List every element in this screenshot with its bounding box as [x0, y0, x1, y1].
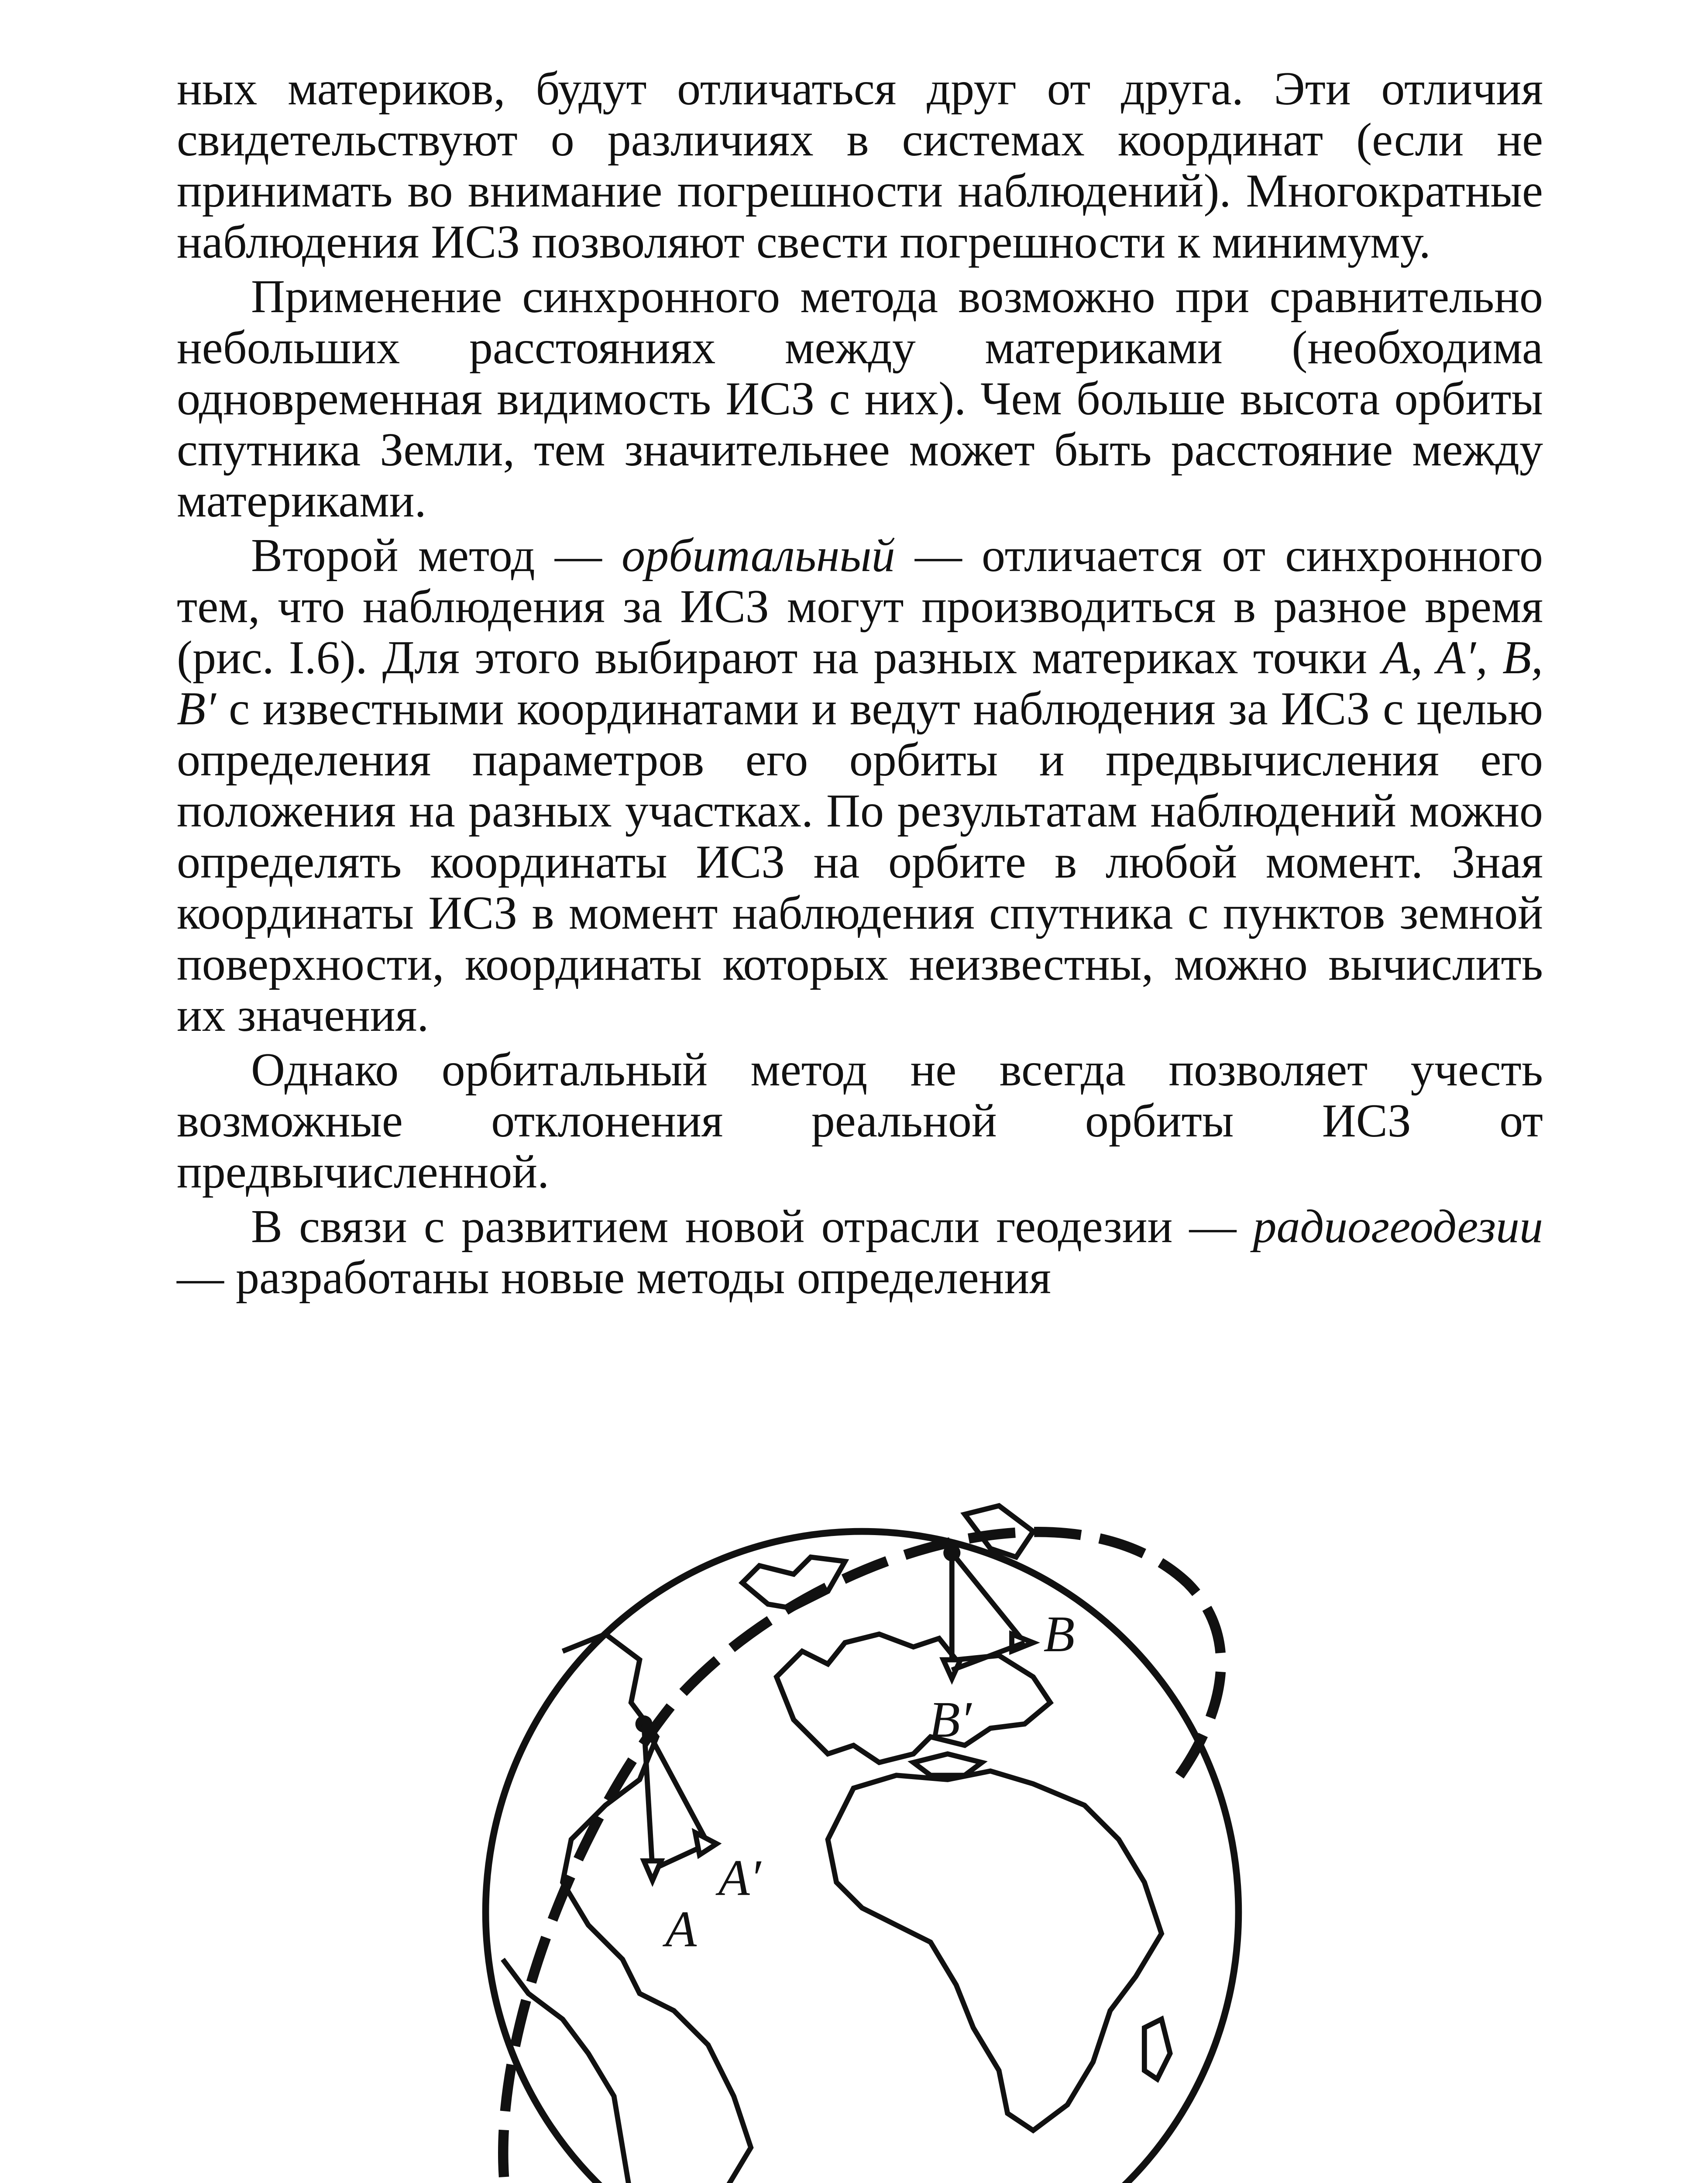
- station-marker-a: [644, 1861, 661, 1880]
- continent-europe: [777, 1634, 1050, 1763]
- label-a-prime: A′: [718, 1849, 761, 1907]
- island-madagascar: [1144, 2019, 1170, 2079]
- paragraph-2: Применение синхронного метода возможно при сравнительно небольших расстояниях между материками (необходима одновременная видимость ИСЗ с них). Чем больше высота орбиты спутника Земли, тем значительнее может быть расстояние между материками.: [177, 271, 1543, 527]
- paragraph-5-start: В связи с развитием новой отрасли геодезии —: [251, 1201, 1253, 1253]
- paragraph-3-middle: — отличается от синхронного тем, что наблюдения за ИСЗ могут производиться в разное время (рис. I.6). Для этого выбирают на разных материках точки: [177, 530, 1543, 684]
- paragraph-3-start: Второй метод —: [251, 530, 622, 582]
- label-b-prime: B′: [928, 1691, 972, 1748]
- paragraph-5: [177, 1201, 1543, 1303]
- label-b: B: [1043, 1606, 1075, 1663]
- body-text: [177, 63, 1543, 1303]
- globe-diagram: [434, 1480, 1290, 2183]
- paragraph-1: ных материков, будут отличаться друг от друга. Эти отличия свидетельствуют о различиях в системах координат (если не принимать во внимание погрешности наблюдений). Многократные наблюдения ИСЗ позволяют свести погрешности к минимуму.: [177, 63, 1543, 268]
- island-mediterranean: [914, 1754, 982, 1775]
- term-radiogeodesy: радиогеодезии: [1253, 1201, 1543, 1253]
- paragraph-4: Однако орбитальный метод не всегда позволяет учесть возможные отклонения реальной орбиты ИСЗ от предвычисленной.: [177, 1044, 1543, 1198]
- point-names: A, A′, B, B′: [177, 632, 1543, 735]
- station-marker-a-prime: [695, 1833, 717, 1855]
- paragraph-3: [177, 530, 1543, 1041]
- term-orbital: орбитальный: [622, 530, 895, 582]
- paragraph-5-end: — разработаны новые методы определения: [177, 1252, 1051, 1304]
- continent-africa: [828, 1771, 1162, 2130]
- globe-outline: [486, 1532, 1239, 2183]
- figure-orbital-method: [434, 1480, 1290, 2183]
- label-a: A: [665, 1901, 697, 1958]
- paragraph-3-end: с известными координатами и ведут наблюдения за ИСЗ с целью определения параметров его орбиты и предвычисления его положения на разных участках. По результатам наблюдений можно определять координаты ИСЗ на орбите в любой момент. Зная координаты ИСЗ в момент наблюдения спутника с пунктов земной поверхности, координаты которых неизвестны, можно вычислить их значения.: [177, 683, 1543, 1041]
- ray-to-a-prime: [644, 1724, 708, 1844]
